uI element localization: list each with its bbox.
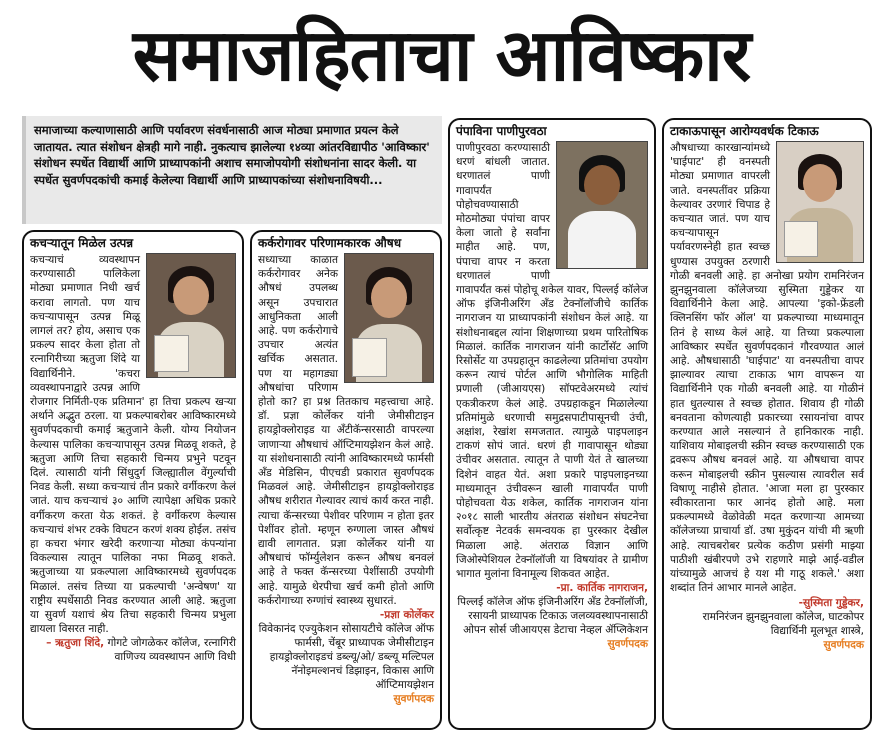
author-name: -प्रा. कार्तिक नागराजन, bbox=[556, 582, 648, 595]
article-heading: कर्करोगावर परिणामकारक औषध bbox=[258, 236, 402, 250]
article-body: सध्याच्या काळात कर्करोगावर अनेक औषधं उपलब्ध असून उपचारात आधुनिकता आली आहे. पण कर्करोगाचे उपचार अत्यंत खर्चिक असतात. पण या महागड्या औषधांचा परिणाम होतो का? हा प्रश्न तितकाच महत्त्वाचा आहे. डॉ. प्रज्ञा कोर्लेकर यांनी जेमीसीटाइन हायड्रोक्लोराइड या ॲंटीकॅन्सरसाठी वापरल्या जाणाऱ्या औषधाचं ऑप्टिमायझेशन केलं आहे. या संशोधनासाठी त्यांनी आविष्कारमध्ये फार्मसी ॲंड मेडिसिन, पीएचडी प्रकारात सुवर्णपदक मिळवलं आहे. जेमीसीटाइन हायड्रोक्लोराइड औषध शरीरात गेल्यावर त्याचं कार्य करत नाही. त्याचा कॅन्सरच्या पेशीवर परिणाम न होता इतर पेशींवर होतो. म्हणून रुग्णाला जास्त औषधं द्यावी लागतात. प्रज्ञा कोर्लेकर यांनी या औषधाचं फॉर्म्युलेशन करून औषध बनवलं आहे ते फक्त कॅन्सरच्या पेशींसाठी उपयोगी आहे. यामुळे थेरपीचा खर्च कमी होतो आणि कर्करोगाच्या रुग्णांचं स्वास्थ्य सुधारतं. bbox=[258, 254, 434, 607]
article-waste-income bbox=[22, 230, 244, 730]
author-affiliation: रामनिरंजन झुनझुनवाला कॉलेज, घाटकोपर विद्यार्थिनी मूलभूत शास्त्रे, bbox=[702, 610, 864, 637]
author-name: – ऋतुजा शिंदे, bbox=[46, 637, 105, 650]
article-cancer-medicine bbox=[250, 230, 442, 730]
author-affiliation: विवेकानंद एज्युकेशन सोसायटीचे कॉलेज ऑफ फार्मसी, चेंबूर प्राध्यापक जेमीसीटाइन हायड्रोक्लोराइडचं डब्ल्यू/ओ/ डब्ल्यू मल्टिपल नॅनोइमल्शनचं डिझाइन, विकास आणि ऑप्टिमायझेशन bbox=[258, 623, 434, 692]
article-body: पाणीपुरवठा करण्यासाठी धरणं बांधली जातात. धरणातलं पाणी गावापर्यंत पोहोचवण्यासाठी मोठमोठ्या पंपांचा वापर केला जातो हे सर्वांना माहीत आहे. पण, पंपाचा वापर न करता धरणातलं पाणी गावापर्यंत कसं पोहोचू शकेल यावर, पिल्लई कॉलेज ऑफ इंजिनीअरिंग ॲंड टेक्नॉलॉजीचे कार्तिक नागराजन या प्राध्यापकांनी संशोधन केलं आहे. या संशोधनाबद्दल त्यांना शिक्षणाच्या प्रथम पारितोषिक मिळालं. कार्तिक नागराजन यांनी कार्टोसॅट आणि रिसोर्सेट या उपग्रहातून काढलेल्या प्रतिमांचा उपयोग करून त्याचं पोर्टल आणि भौगोलिक माहिती प्रणाली (जीआयएस) सॉफ्टवेअरमध्ये त्यांचं एकत्रीकरण केलं आहे. उपग्रहाकडून मिळालेल्या प्रतिमांमुळे धरणाची समुद्रसपाटीपासूनची उंची, अक्षांश, रेखांश समजतात. त्यामुळे पाइपलाइन टाकणं सोपं जातं. धरणं ही गावापासून थोड्या उंचीवर असतात. त्यातून ते पाणी येतं ते खालच्या दिशेनं वाहत येतं. अशा प्रकारे पाइपलाइनच्या माध्यमातून उंचीवरून खाली गावापर्यंत पाणी पोहोचवता येऊ शकेल, कार्तिक नागराजन यांना २०१८ साली भारतीय अंतराळ संशोधन संघटनेचा सर्वोत्कृष्ट नेटवर्क समन्वयक हा पुरस्कार देखील मिळाला आहे. अंतराळ विज्ञान आणि जिओस्पेशियल टेक्नॉलॉजी या विषयांवर ते ग्रामीण भागात मुलांना विनामूल्य शिकवत आहेत. bbox=[456, 142, 648, 581]
article-signature bbox=[258, 608, 434, 706]
article-signature bbox=[30, 636, 236, 664]
article-signature bbox=[456, 581, 648, 651]
article-body: औषधाच्या कारखान्यांमध्ये 'घाईपाट' ही वनस्पती मोठ्या प्रमाणात वापरली जाते. वनस्पतींवर प्रक्रिया केल्यावर उरणारं चिपाड हे कचऱ्यात जातं. पण याच कचऱ्यापासून पर्यावरणस्नेही हात स्वच्छ धुण्यास उपयुक्त ठरणारी गोळी बनवली आहे. हा अनोखा प्रयोग रामनिरंजन झुनझुनवाला कॉलेजच्या सुस्मिता गुड्डेकर या विद्यार्थिनीने केला आहे. आपल्या 'इको-फ्रेंडली क्लिनसिंग फॉर ऑल' या प्रकल्पाच्या माध्यमातून तिनं हे साध्य केलं आहे. या तिच्या प्रकल्पाला आविष्कार स्पर्धेत सुवर्णपदकानं गौरवण्यात आलं आहे. औषधासाठी 'घाईपाट' या वनस्पतीचा वापर झाल्यावर त्याचा टाकाऊ भाग वापरून या विद्यार्थिनीने एक गोळी बनवली आहे. या गोळीनं हात धुतल्यास ते स्वच्छ होतात. शिवाय ही गोळी बनवताना कोणत्याही प्रकारच्या रसायनांचा वापर करण्यात आले नसल्यानं ते हानिकारक नाही. याशिवाय मोबाइलची स्क्रीन स्वच्छ करण्यासाठी एक द्रवरूप औषध बनवलं आहे. या औषधाचा वापर करून मोबाइलची स्क्रीन पुसल्यास त्यावरील सर्व विषाणू नाहीसे होतात. 'आजा मला हा पुरस्कार स्वीकारताना फार आनंद होतो आहे. मला प्रकल्पामध्ये वेळोवेळी मदत करणाऱ्या आमच्या कॉलेजच्या प्राचार्या डॉ. उषा मुकुंदन यांची मी ऋणी आहे. त्याचबरोबर प्रत्येक कठीण प्रसंगी माझ्या पाठीशी खंबीरपणे उभे राहणारे माझे आई-वडील यांच्यामुळे आजचं हे यश मी गाठू शकले.' अशा शब्दांत तिनं आभार मानले आहेत. bbox=[670, 142, 864, 595]
award-label: सुवर्णपदक bbox=[823, 638, 864, 651]
intro-paragraph: समाजाच्या कल्याणासाठी आणि पर्यावरण संवर्धनासाठी आज मोठ्या प्रमाणात प्रयत्न केले जातायत. त्यात संशोधन क्षेत्रही मागे नाही. नुकत्याच झालेल्या १४व्या आंतरविद्यापीठ 'आविष्कार' संशोधन स्पर्धेत विद्यार्थी आणि प्राध्यापकांनी अशाच समाजोपयोगी संशोधनांना सादर केली. या स्पर्धेत सुवर्णपदकांची कमाई केलेल्या विद्यार्थी आणि प्राध्यापकांच्या संशोधनाविषयी... bbox=[22, 116, 442, 224]
award-label: सुवर्णपदक bbox=[607, 638, 648, 651]
page-headline: समाजहिताचा आविष्कार bbox=[132, 13, 751, 97]
article-heading: कचऱ्यातून मिळेल उत्पन्न bbox=[30, 236, 134, 250]
article-heading: पंपाविना पाणीपुरवठा bbox=[456, 124, 547, 138]
photo-pradnya bbox=[344, 253, 434, 383]
photo-kartik bbox=[556, 141, 648, 269]
article-eco-cleanser bbox=[662, 118, 872, 730]
author-affiliation: गोगटे जोगळेकर कॉलेज, रत्नागिरी वाणिज्य व्यवस्थापन आणि विधी bbox=[107, 637, 236, 664]
photo-susmita bbox=[776, 141, 864, 263]
article-body: कचऱ्याचं व्यवस्थापन करण्यासाठी पालिकेला मोठ्या प्रमाणात निधी खर्च करावा लागतो. पण याच कचऱ्यापासून उत्पन्न मिळू लागलं तर? होय, असाच एक प्रकल्प सादर केला होता तो रत्नागिरीच्या ऋतुजा शिंदे या विद्यार्थिनीने. 'कचरा व्यवस्थापनाद्वारे उत्पन्न आणि रोजगार निर्मिती-एक प्रतिमान' हा तिचा प्रकल्प खऱ्या अर्थाने अद्भुत ठरला. या प्रकल्पाबरोबर आविष्कारमध्ये सुवर्णपदकाची कमाई ऋतुजाने केली. योग्य नियोजन केल्यास पालिका कचऱ्यापासून उत्पन्न मिळवू शकते, हे ऋतुजा आणि तिचा सहकारी चिन्मय प्रभुने पटवून दिलं. त्यासाठी यांनी सिंधुदुर्ग जिल्ह्यातील वेंगुर्ल्याची निवड केली. सध्या कचऱ्याचं तीन प्रकारे वर्गीकरण केलं जातं. याच कचऱ्याचं ३० आणि त्यापेक्षा अधिक प्रकारे वर्गीकरण करता येऊ शकतं. हे वर्गीकरण केल्यास कचऱ्याचं शंभर टक्के विघटन करणं शक्य होईल. तसंच हा कचरा भंगार खरेदी करणाऱ्या मोठ्या कंपन्यांना विकल्यास त्यातून पालिका नफा मिळवू शकते. ऋतुजाच्या या प्रकल्पाला आविष्कारमध्ये सुवर्णपदक मिळालं. तसंच तिच्या या प्रकल्पाची 'अन्वेषण' या राष्ट्रीय स्पर्धेसाठी निवड करण्यात आली आहे. ऋतुजा या सुवर्ण यशाचं श्रेय तिचा सहकारी चिन्मय प्रभुला द्यायला विसरत नाही. bbox=[30, 254, 236, 636]
article-pumpless-water bbox=[448, 118, 656, 730]
article-signature bbox=[670, 596, 864, 652]
author-name: -सुस्मिता गुड्डेकर, bbox=[798, 596, 864, 609]
author-affiliation: पिल्लई कॉलेज ऑफ इंजिनीअरिंग ॲंड टेक्नॉलॉजी, रसायनी प्राध्यापक टिकाऊ जलव्यवस्थापनासाठी ओपन सोर्स जीआयएस डेटाचा नेव्हल ॲप्लिकेशन bbox=[457, 596, 648, 637]
author-name: -प्रज्ञा कोर्लेकर bbox=[379, 609, 434, 622]
article-heading: टाकाऊपासून आरोग्यवर्धक टिकाऊ bbox=[670, 124, 819, 138]
award-label: सुवर्णपदक bbox=[393, 693, 434, 706]
photo-rutuja bbox=[146, 253, 236, 378]
